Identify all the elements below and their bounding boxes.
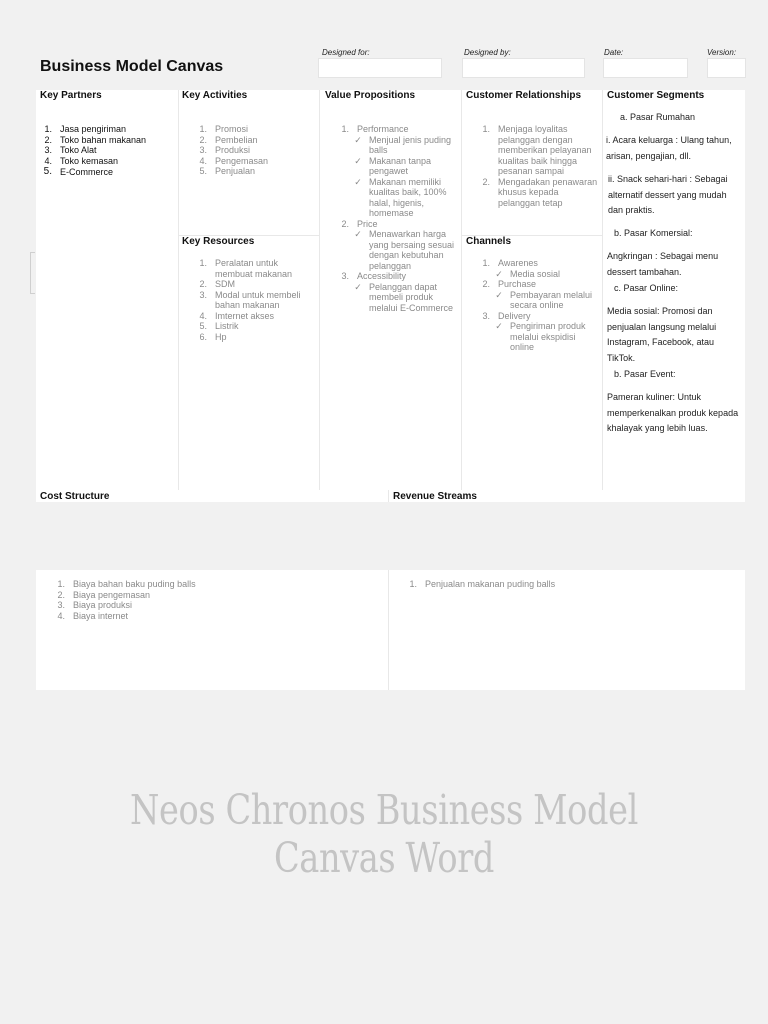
designed-for-field[interactable] xyxy=(318,58,442,78)
list-item xyxy=(191,124,316,135)
list-item xyxy=(49,590,379,601)
list-number: 1. xyxy=(199,124,207,134)
list-item xyxy=(191,311,311,322)
list-item-text: Pelanggan dapat membeli produk melalui E-Commerce xyxy=(369,281,454,313)
list-number: 3. xyxy=(199,145,207,155)
channels-list xyxy=(474,258,600,353)
list-number: 3. xyxy=(482,310,490,321)
list-item-text: Toko kemasan xyxy=(60,155,119,166)
list-item-text: Media sosial xyxy=(510,268,561,279)
check-icon: ✓ xyxy=(495,268,503,279)
list-item xyxy=(401,579,731,590)
list-number: 5. xyxy=(43,166,52,177)
bracket-decoration xyxy=(30,252,35,294)
revenue-streams-list xyxy=(401,579,731,590)
list-item-text: Hp xyxy=(215,331,227,342)
key-activities-list xyxy=(191,124,316,177)
list-subitem xyxy=(333,177,457,219)
key-partners-title: Key Partners xyxy=(40,90,102,101)
list-item-text: E-Commerce xyxy=(60,167,114,177)
list-item xyxy=(36,167,176,178)
list-number: 4. xyxy=(199,155,207,166)
list-subitem xyxy=(333,282,457,314)
check-icon: ✓ xyxy=(495,321,503,331)
list-item-text: Jasa pengiriman xyxy=(60,124,127,134)
check-icon: ✓ xyxy=(354,155,362,166)
cost-structure-list xyxy=(49,579,379,621)
list-item-text: Menjaga loyalitas pelanggan dengan memberikan pelayanan kualitas baik hingga pesanan sampai xyxy=(498,124,592,176)
check-icon: ✓ xyxy=(354,176,362,187)
list-item-text: Biaya pengemasan xyxy=(73,589,151,600)
list-item xyxy=(36,135,176,146)
list-number: 1. xyxy=(482,258,490,268)
watermark-text: Neos Chronos Business Model Canvas Word xyxy=(130,786,638,882)
list-number: 1. xyxy=(482,124,490,134)
list-item-text: Accessibility xyxy=(357,271,407,281)
list-number: 3. xyxy=(199,289,207,300)
segment-b-text: Angkringan : Sebagai menu dessert tambahan. xyxy=(607,251,719,277)
list-item xyxy=(191,156,316,167)
list-item-text: Delivery xyxy=(498,310,531,321)
list-item-text: Pembayaran melalui secara online xyxy=(510,289,593,310)
bottom-content-divider xyxy=(388,570,389,690)
list-item xyxy=(474,279,600,290)
list-item-text: Awarenes xyxy=(498,258,538,268)
list-item xyxy=(191,135,316,146)
channels-title: Channels xyxy=(466,236,512,247)
list-item xyxy=(474,177,600,209)
list-number: 1. xyxy=(341,124,349,134)
check-icon: ✓ xyxy=(354,229,362,239)
list-item xyxy=(191,145,316,156)
list-subitem xyxy=(474,321,600,353)
key-activities-title: Key Activities xyxy=(182,90,248,101)
segment-a: a. Pasar Rumahan xyxy=(620,112,696,122)
list-item-text: Biaya bahan baku puding balls xyxy=(73,579,196,589)
list-number: 2. xyxy=(199,279,207,289)
list-item-text: Pembelian xyxy=(215,134,258,145)
list-item xyxy=(474,258,600,269)
list-number: 6. xyxy=(199,331,207,342)
list-item xyxy=(333,124,457,135)
list-item-text: Purchase xyxy=(498,279,537,289)
list-item-text: Pengemasan xyxy=(215,155,269,166)
check-icon: ✓ xyxy=(354,281,362,292)
list-number: 2. xyxy=(44,134,52,145)
list-item-text: Listrik xyxy=(215,321,239,331)
list-item-text: Price xyxy=(357,218,378,229)
list-item xyxy=(191,321,311,332)
list-number: 2. xyxy=(199,134,207,145)
list-number: 1. xyxy=(57,579,65,589)
list-number: 3. xyxy=(57,600,65,610)
list-item xyxy=(333,219,457,230)
value-propositions-title: Value Propositions xyxy=(325,90,416,101)
canvas-title: Business Model Canvas xyxy=(40,58,224,75)
list-item-text: Penjualan xyxy=(215,166,256,176)
list-subitem xyxy=(333,156,457,177)
segment-b2: b. Pasar Event: xyxy=(614,369,676,379)
list-item xyxy=(191,290,311,311)
list-item-text: Performance xyxy=(357,124,409,134)
list-item-text: Modal untuk membeli bahan makanan xyxy=(215,289,301,310)
list-number: 1. xyxy=(409,579,417,589)
list-number: 2. xyxy=(57,589,65,600)
list-item-text: Produksi xyxy=(215,145,251,155)
date-label: Date: xyxy=(604,48,624,57)
segment-ii: ii. Snack sehari-hari : Sebagai alternatif dessert yang mudah dan praktis. xyxy=(608,174,728,215)
list-subitem xyxy=(474,290,600,311)
list-item-text: Menawarkan harga yang bersaing sesuai dengan kebutuhan pelanggan xyxy=(369,229,455,271)
list-item-text: Toko bahan makanan xyxy=(60,134,147,145)
list-item xyxy=(474,311,600,322)
key-resources-list xyxy=(191,258,311,342)
list-number: 5. xyxy=(199,166,207,176)
segment-c-text: Media sosial: Promosi dan penjualan langsung melalui Instagram, Facebook, atau TikTok. xyxy=(607,306,717,363)
list-item-text: Makanan memiliki kualitas baik, 100% halal, higenis, homemase xyxy=(369,176,447,218)
cost-structure-title: Cost Structure xyxy=(40,491,110,502)
key-resources-title: Key Resources xyxy=(182,236,255,247)
list-number: 2. xyxy=(341,218,349,229)
list-item xyxy=(191,279,311,290)
list-subitem xyxy=(474,269,600,280)
list-item xyxy=(191,332,311,343)
segment-c: c. Pasar Online: xyxy=(614,283,679,293)
list-item xyxy=(49,600,379,611)
designed-for-label: Designed for: xyxy=(322,48,370,57)
customer-segments-title: Customer Segments xyxy=(607,90,705,101)
list-item-text: Makanan tanpa pengawet xyxy=(369,155,432,176)
bottom-divider xyxy=(388,490,389,502)
list-item xyxy=(333,271,457,282)
list-item-text: Pengiriman produk melalui ekspidisi online xyxy=(510,321,586,352)
designed-by-field[interactable] xyxy=(462,58,585,78)
list-item xyxy=(36,156,176,167)
list-item-text: Imternet akses xyxy=(215,310,275,321)
segment-b2-text: Pameran kuliner: Untuk memperkenalkan produk kepada khalayak yang lebih luas. xyxy=(607,392,739,433)
list-number: 4. xyxy=(199,310,207,321)
list-subitem xyxy=(333,135,457,156)
list-item-text: Menjual jenis puding balls xyxy=(369,134,452,155)
segment-i: i. Acara keluarga : Ulang tahun, arisan, pengajian, dll. xyxy=(606,135,732,161)
list-number: 3. xyxy=(341,271,349,281)
list-item xyxy=(49,579,379,590)
date-field[interactable] xyxy=(603,58,688,78)
list-item-text: Mengadakan penawaran khusus kepada pelanggan tetap xyxy=(498,176,598,208)
version-field[interactable] xyxy=(707,58,746,78)
list-number: 3. xyxy=(44,145,52,155)
list-item-text: Penjualan makanan puding balls xyxy=(425,579,556,589)
list-number: 4. xyxy=(57,610,65,621)
value-propositions-list xyxy=(333,124,457,313)
list-item xyxy=(191,166,316,177)
list-number: 2. xyxy=(482,176,490,187)
list-item xyxy=(36,145,176,156)
list-subitem xyxy=(333,229,457,271)
list-item-text: Toko Alat xyxy=(60,145,97,155)
list-number: 5. xyxy=(199,321,207,331)
list-number: 1. xyxy=(199,258,207,268)
list-item xyxy=(49,611,379,622)
check-icon: ✓ xyxy=(495,289,503,300)
list-item xyxy=(36,124,176,135)
designed-by-label: Designed by: xyxy=(464,48,511,57)
bottom-header-row xyxy=(36,490,745,502)
list-item xyxy=(191,258,311,279)
list-item xyxy=(474,124,600,177)
list-item-text: SDM xyxy=(215,279,235,289)
check-icon: ✓ xyxy=(354,134,362,145)
version-label: Version: xyxy=(707,48,737,57)
customer-relationships-list xyxy=(474,124,600,208)
list-number: 1. xyxy=(44,124,52,134)
list-item-text: Peralatan untuk membuat makanan xyxy=(215,258,293,279)
revenue-streams-title: Revenue Streams xyxy=(393,491,477,502)
segment-b: b. Pasar Komersial: xyxy=(614,228,693,238)
list-number: 2. xyxy=(482,279,490,289)
list-item-text: Promosi xyxy=(215,124,249,134)
list-item-text: Biaya internet xyxy=(73,610,129,621)
list-item-text: Biaya produksi xyxy=(73,600,133,610)
list-number: 4. xyxy=(44,155,52,166)
key-partners-list xyxy=(36,124,176,178)
customer-relationships-title: Customer Relationships xyxy=(466,90,582,101)
